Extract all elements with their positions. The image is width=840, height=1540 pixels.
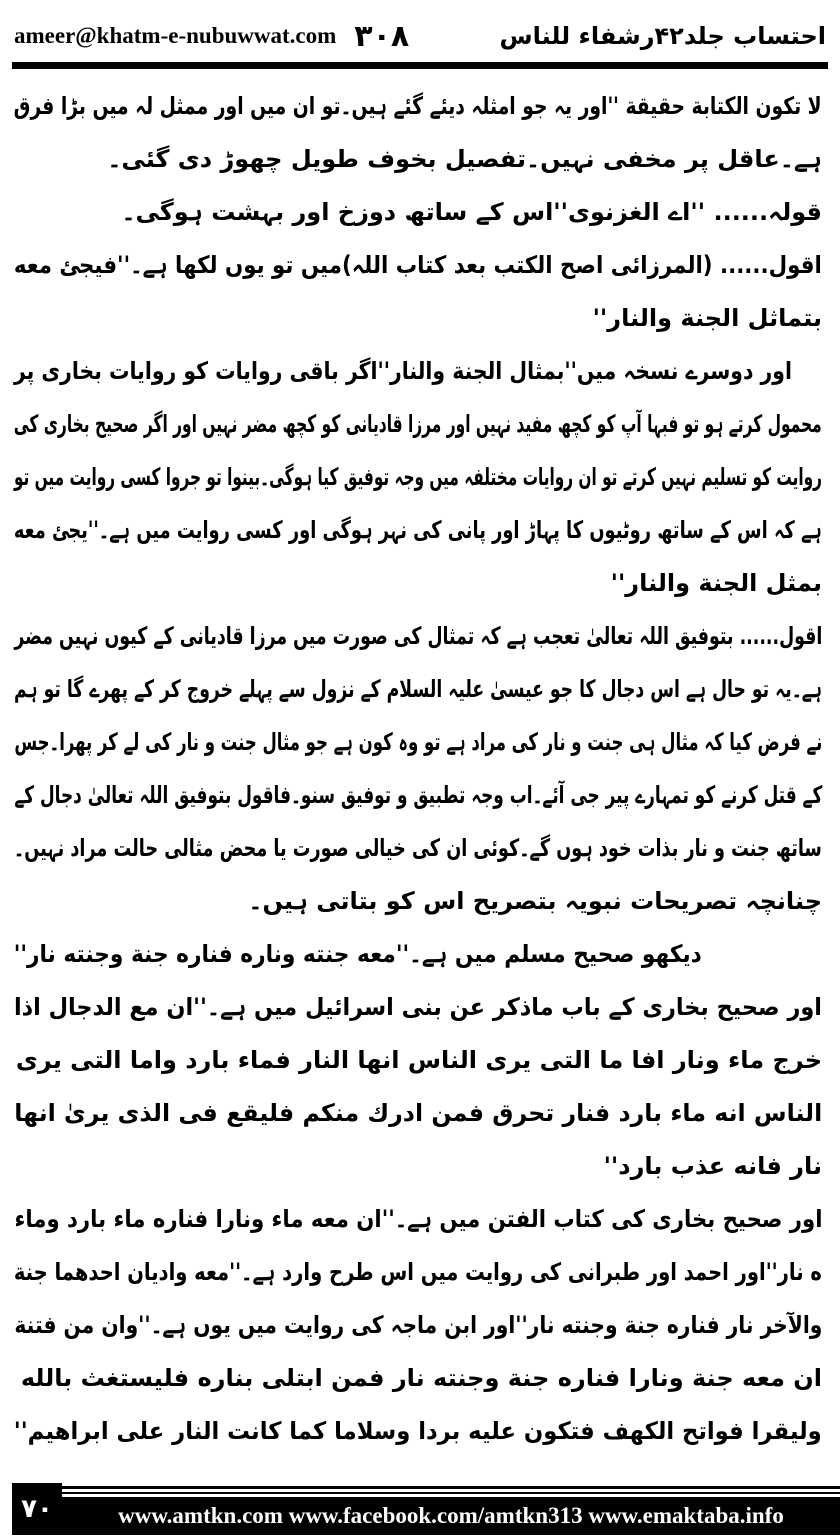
text-line-content: ه نار''اور احمد اور طبرانی کی روایت میں اس طرح وارد ہے۔''معه وادیان احدهما جنة [14,1258,822,1286]
text-line-content: بمثل الجنة والنار'' [610,569,822,597]
text-line [14,928,822,981]
text-line [14,1246,822,1299]
text-line [14,1352,822,1405]
text-line [14,610,822,663]
text-line-content: اور دوسرے نسخہ میں''بمثال الجنة والنار''اگر باقی روایات کو روایات بخاری پر [14,357,792,385]
text-line-content: ہے۔عاقل پر مخفی نہیں۔تفصیل بخوف طویل چھوڑ دی گئی۔ [107,145,822,173]
text-line-content: والآخر نار فناره جنة وجنته نار''اور ابن ماجہ کی روایت میں یوں ہے۔''وان من فتنة [14,1311,822,1339]
text-line-content: الناس انه ماء بارد فنار تحرق فمن ادرك منكم فليقع فى الذى يرىٰ انها [14,1099,822,1127]
text-line [14,557,822,610]
text-line [14,80,822,133]
text-line [14,1299,822,1352]
header-email: ameer@khatm-e-nubuwwat.com [14,23,337,48]
text-line [14,981,822,1034]
text-line-content: قولہ...... ''اے الغزنوی''اس کے ساتھ دوزخ اور بہشت ہوگی۔ [121,198,822,226]
text-line [14,822,822,875]
text-line [14,1140,822,1193]
book-title: احتساب جلد۴۲رشفاء للناس [499,22,826,50]
text-line-content: خرج ماء ونار افا ما التی یری الناس انها النار فماء بارد واما التی یری [15,1046,822,1074]
text-line-content: نار فانه عذب بارد'' [603,1152,822,1180]
text-line-content: اقول...... (المرزائی اصح الکتب بعد کتاب اللہ)میں تو یوں لکھا ہے۔''فیجئ معه [14,251,822,279]
text-line-content: لا تکون الکتابة حقیقة ''اور یہ جو امثلہ دیئے گئے ہیں۔تو ان میں اور ممثل لہ میں بڑا فرق [14,92,822,120]
footer-page-label: ۷۰ [12,1483,62,1535]
footer-rule [62,1486,840,1489]
text-line-content: اور صحیح بخاری کے باب ماذکر عن بنی اسرائیل میں ہے۔''ان مع الدجال اذا [14,993,822,1021]
text-line-content: کے قتل کرنے کو تمہارے پیر جی آئے۔اب وجہ تطبیق و توفیق سنو۔فاقول بتوفیق اللہ تعالیٰ دجال کے [14,781,822,809]
text-line-content: چنانچہ تصریحات نبویہ بتصریح اس کو بتاتی ہیں۔ [248,887,822,915]
footer-rule [62,1492,840,1494]
text-line [14,875,822,928]
text-line-content: ہے کہ اس کے ساتھ روٹیوں کا پہاڑ اور پانی کی نہر ہوگی اور کسی روایت میں ہے۔''یجئ معه [14,516,822,544]
text-line-content: دیکھو صحیح مسلم میں ہے۔''معه جنته وناره فناره جنة وجنته نار'' [14,940,702,968]
text-line [14,504,822,557]
text-line [14,1034,822,1087]
text-line [14,239,822,292]
text-line-content: ان معه جنة ونارا فناره جنة وجنته نار فمن ابتلى بناره فليستغث بالله [20,1364,822,1392]
text-line [14,1405,822,1458]
footer-links: www.amtkn.com www.facebook.com/amtkn313 www.emaktaba.info [62,1497,840,1535]
text-line [14,345,822,398]
text-line [14,398,822,451]
text-line-content: ہے۔یہ تو حال ہے اس دجال کا جو عیسیٰ علیہ السلام کے نزول سے پہلے خروج کر کے پھرے گا تو ہم [14,675,822,703]
text-line-content: روایت کو تسلیم نہیں کرتے تو ان روایات مختلفہ میں وجہ توفیق کیا ہوگی۔بینوا تو جروا کسی روایت میں تو [14,463,822,491]
text-line-content: ساتھ جنت و نار بذات خود ہوں گے۔کوئی ان کی خیالی صورت یا محض مثالی حالت مراد نہیں۔ [14,834,822,862]
text-line [14,186,822,239]
text-line [14,1193,822,1246]
page-header [14,14,826,58]
text-line-content: محمول کرتے ہو تو فبہا آپ کو کچھ مفید نہیں اور مرزا قادیانی کو کچھ مضر نہیں اور اگر صحیح بخاری کی [14,410,822,438]
text-line-content: وليقرا فواتح الكهف فتكون عليه بردا وسلاما كما كانت النار على ابراهيم'' [14,1417,822,1445]
text-line [14,1087,822,1140]
page-body [14,80,822,1458]
header-rule [12,62,828,69]
text-line-content: اور صحیح بخاری کی کتاب الفتن میں ہے۔''ان معه ماء ونارا فناره ماء بارد وماء [14,1205,822,1233]
text-line-content: بتماثل الجنة والنار'' [592,304,822,332]
text-line [14,663,822,716]
text-line-content: نے فرض کیا کہ مثال ہی جنت و نار کی مراد ہے تو وہ کون ہے جو مثال جنت و نار کی لے کر پھرا۔جس [14,728,822,756]
text-line [14,769,822,822]
text-line-content: اقول...... بتوفیق اللہ تعالیٰ تعجب ہے کہ تمثال کی صورت میں مرزا قادیانی کے کیوں نہیں مضر [14,622,822,650]
page-number: ٣٠٨ [354,18,410,54]
text-line [14,716,822,769]
text-line [14,451,822,504]
text-line [14,133,822,186]
text-line [14,292,822,345]
